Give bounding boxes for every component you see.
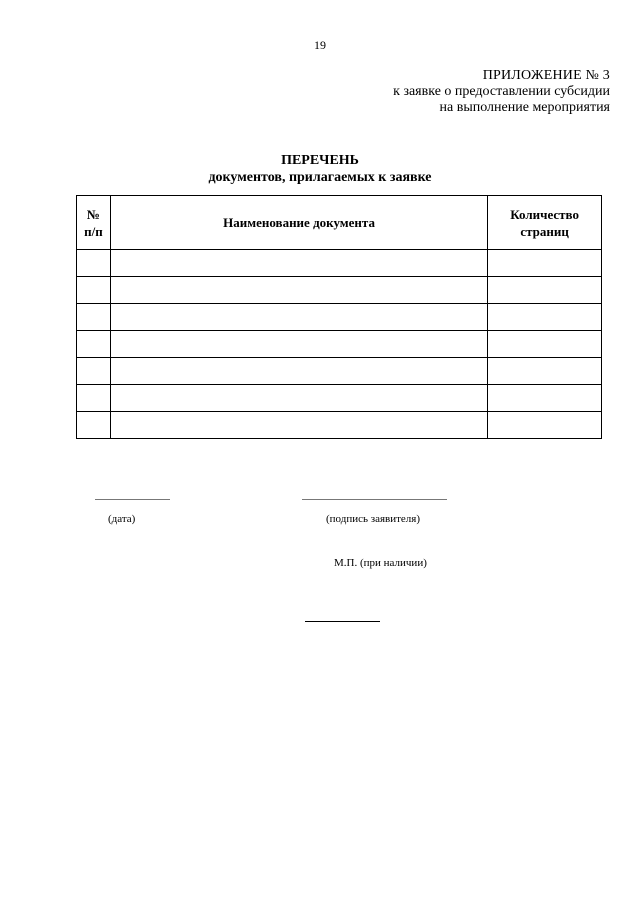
bottom-rule: [305, 621, 380, 622]
header-document-name: Наименование документа: [110, 196, 487, 250]
cell-document-name[interactable]: [110, 250, 487, 277]
cell-page-count[interactable]: [488, 250, 602, 277]
header-page-count: [488, 196, 602, 250]
cell-number[interactable]: [77, 304, 111, 331]
table-row: [77, 358, 602, 385]
cell-document-name[interactable]: [110, 304, 487, 331]
date-caption: (дата): [108, 513, 136, 525]
cell-document-name[interactable]: [110, 277, 487, 304]
document-heading: [0, 152, 640, 186]
cell-page-count[interactable]: [488, 412, 602, 439]
cell-number[interactable]: [77, 358, 111, 385]
cell-page-count[interactable]: [488, 277, 602, 304]
table-row: [77, 304, 602, 331]
table-row: [77, 277, 602, 304]
cell-document-name[interactable]: [110, 412, 487, 439]
table-row: [77, 412, 602, 439]
cell-number[interactable]: [77, 250, 111, 277]
header-number-line-1: №: [86, 206, 100, 222]
cell-number[interactable]: [77, 412, 111, 439]
table-row: [77, 250, 602, 277]
cell-document-name[interactable]: [110, 358, 487, 385]
appendix-block: [393, 68, 610, 116]
appendix-title: ПРИЛОЖЕНИЕ № 3: [482, 68, 610, 83]
table-row: [77, 385, 602, 412]
header-pages-line-2: страниц: [520, 223, 569, 239]
table-header-row: [77, 196, 602, 250]
stamp-caption: М.П. (при наличии): [334, 557, 427, 569]
header-number-line-2: п/п: [84, 223, 103, 239]
heading-title: ПЕРЕЧЕНЬ: [281, 153, 359, 168]
header-pages-line-1: Количество: [510, 206, 579, 222]
cell-page-count[interactable]: [488, 304, 602, 331]
cell-page-count[interactable]: [488, 385, 602, 412]
cell-number[interactable]: [77, 385, 111, 412]
documents-table: [76, 195, 602, 439]
cell-number[interactable]: [77, 331, 111, 358]
signature-line[interactable]: [302, 499, 447, 500]
appendix-line-1: к заявке о предоставлении субсидии: [393, 84, 610, 99]
header-number: [77, 196, 111, 250]
page-number: 19: [314, 38, 326, 52]
date-line[interactable]: [95, 499, 170, 500]
table-row: [77, 331, 602, 358]
cell-document-name[interactable]: [110, 385, 487, 412]
appendix-line-2: на выполнение мероприятия: [439, 100, 610, 115]
heading-subtitle: документов, прилагаемых к заявке: [208, 170, 432, 185]
cell-page-count[interactable]: [488, 358, 602, 385]
cell-page-count[interactable]: [488, 331, 602, 358]
cell-document-name[interactable]: [110, 331, 487, 358]
signature-caption: (подпись заявителя): [326, 513, 421, 525]
cell-number[interactable]: [77, 277, 111, 304]
